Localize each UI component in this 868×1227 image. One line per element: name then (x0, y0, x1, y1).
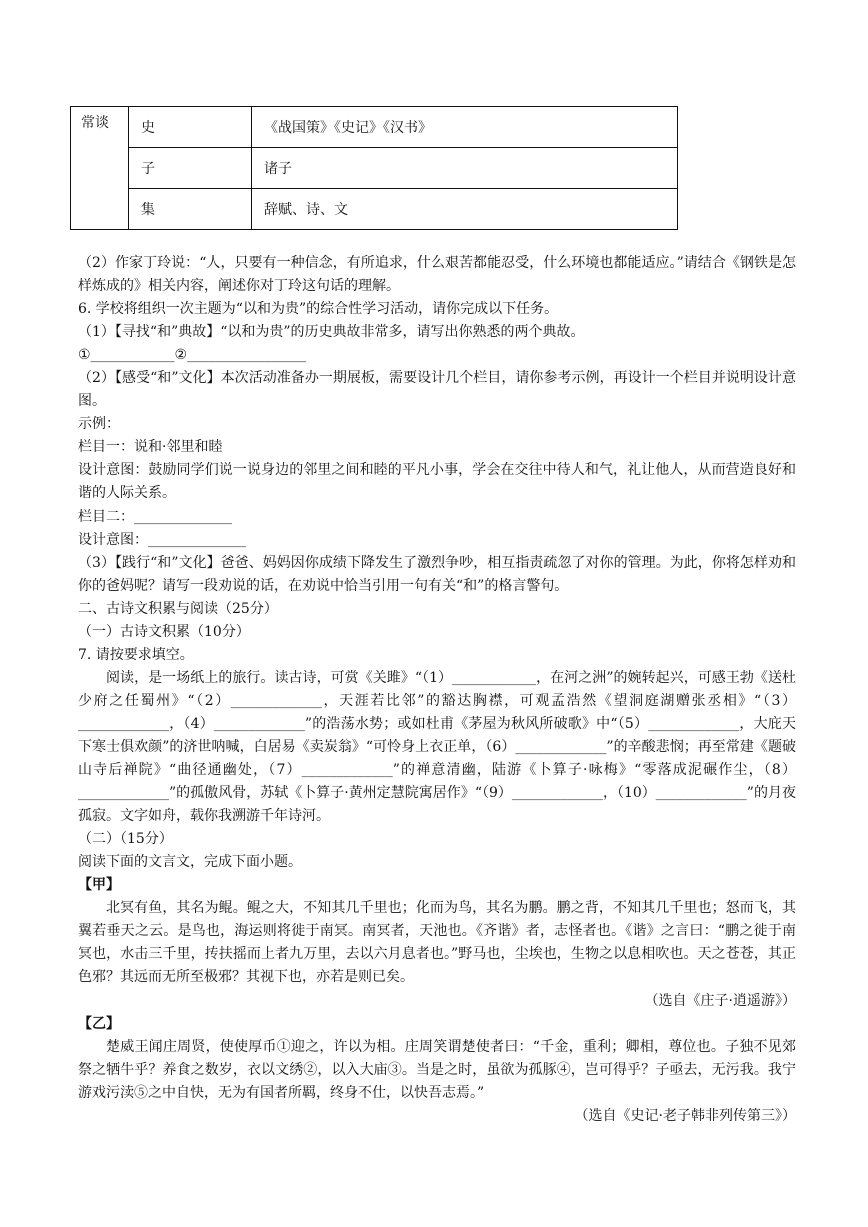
passage-a-label: 【甲】 (78, 877, 120, 894)
passage-b-source: （选自《史记·老子韩非列传第三》） (574, 1107, 796, 1124)
passage-a-text: 北冥有鱼，其名为鲲。鲲之大，不知其几千里也；化而为鸟，其名为鹏。鹏之背，不知其几千里也；怒而飞，其翼若垂天之云。是鸟也，海运则将徙于南冥。南冥者，天池也。《齐谐》者，志怪者也。《谐》之言曰：“鹏之徙于南冥也，水击三千里，抟扶摇而上者九万里，去以六月息者也。”野马也，尘埃也，生物之以息相吹也。天之苍苍，其正色邪？其远而无所至极邪？其视下也，亦若是则已矣。 (78, 900, 796, 986)
passage-a-source: （选自《庄子·逍遥游》） (644, 992, 796, 1009)
table-content-cell: 辞赋、诗、文 (252, 189, 678, 230)
example-design-intent: 设计意图：鼓励同学们说一说身边的邻里之间和睦的平凡小事，学会在交往中待人和气，礼让他人，从而营造良好和谐的人际关系。 (78, 462, 796, 502)
section-two-heading: 二、古诗文积累与阅读（25分） (78, 600, 278, 617)
answer-blanks: ①____________②_________________ (78, 347, 307, 364)
subsection-two-heading: （二）（15分） (78, 831, 173, 848)
table-label-cell: 子 (129, 148, 252, 189)
table-content-cell: 《战国策》《史记》《汉书》 (252, 107, 678, 148)
passage-b-text: 楚威王闻庄周贤，使使厚币①迎之，许以为相。庄周笑谓楚使者曰：“千金，重利；卿相，尊位也。子独不见郊祭之牺牛乎？养食之数岁，衣以文绣②，以入大庙③。当是之时，虽欲为孤豚④，岂可得乎？子亟去，无污我。我宁游戏污渎⑤之中自快，无为有国者所羁，终身不仕，以快吾志焉。” (78, 1038, 796, 1101)
subsection-one-heading: （一）古诗文积累（10分） (78, 623, 250, 640)
reading-instruction: 阅读下面的文言文，完成下面小题。 (78, 854, 302, 871)
question-5-2: （2）作家丁玲说：“人，只要有一种信念，有所追求，什么艰苦都能忍受，什么环境也都能适应。”请结合《钢铁是怎样炼成的》相关内容，阐述你对丁玲这句话的理解。 (78, 255, 796, 295)
design-intent-blank: 设计意图：______________ (78, 531, 246, 548)
question-6-3: （3）【践行“和”文化】爸爸、妈妈因你成绩下降发生了激烈争吵，相互指责疏忽了对你的管理。为此，你将怎样劝和你的爸妈呢？请写一段劝说的话，在劝说中恰当引用一句有关“和”的格言警句。 (78, 554, 796, 594)
question-6-2: （2）【感受“和”文化】本次活动准备办一期展板，需要设计几个栏目，请你参考示例，再设计一个栏目并说明设计意图。 (78, 370, 796, 410)
question-7-title: 7. 请按要求填空。 (78, 646, 194, 663)
question-body (78, 252, 796, 1128)
table-category-cell: 常谈 (71, 107, 129, 230)
example-label: 示例： (78, 416, 120, 433)
poetry-fill-passage: 阅读，是一场纸上的旅行。读古诗，可赏《关雎》“（1）____________，在河之洲”的婉转起兴，可感王勃《送杜少府之任蜀州》“（2）_____________，天涯若比邻”的豁达胸襟，可观孟浩然《望洞庭湖赠张丞相》“（3）_____________，（4）_____________”的浩荡水势；或如杜甫《茅屋为秋风所破歌》中“（5）_____________，大庇天下寒士俱欢颜”的济世呐喊，白居易《卖炭翁》“可怜身上衣正单，（6）_____________”的辛酸悲悯；再至常建《题破山寺后禅院》“曲径通幽处，（7）_____________”的禅意清幽，陆游《卜算子·咏梅》“零落成泥碾作尘，（8）_____________”的孤傲风骨，苏轼《卜算子·黄州定慧院寓居作》“（9）_____________，（10）_____________”的月夜孤寂。文字如舟，载你我溯游千年诗河。 (78, 669, 796, 825)
table-row (71, 148, 678, 189)
example-column-one: 栏目一：说和·邻里和睦 (78, 439, 223, 456)
table-label-cell: 史 (129, 107, 252, 148)
classics-table (70, 106, 678, 230)
question-6-1: （1）【寻找“和”典故】“以和为贵”的历史典故非常多，请写出你熟悉的两个典故。 (78, 324, 585, 341)
question-6-title: 6. 学校将组织一次主题为“以和为贵”的综合性学习活动，请你完成以下任务。 (78, 301, 559, 318)
table-content-cell: 诸子 (252, 148, 678, 189)
table-row (71, 107, 678, 148)
table-row (71, 189, 678, 230)
column-two-blank: 栏目二：______________ (78, 508, 232, 525)
passage-b-label: 【乙】 (78, 1015, 120, 1032)
table-label-cell: 集 (129, 189, 252, 230)
